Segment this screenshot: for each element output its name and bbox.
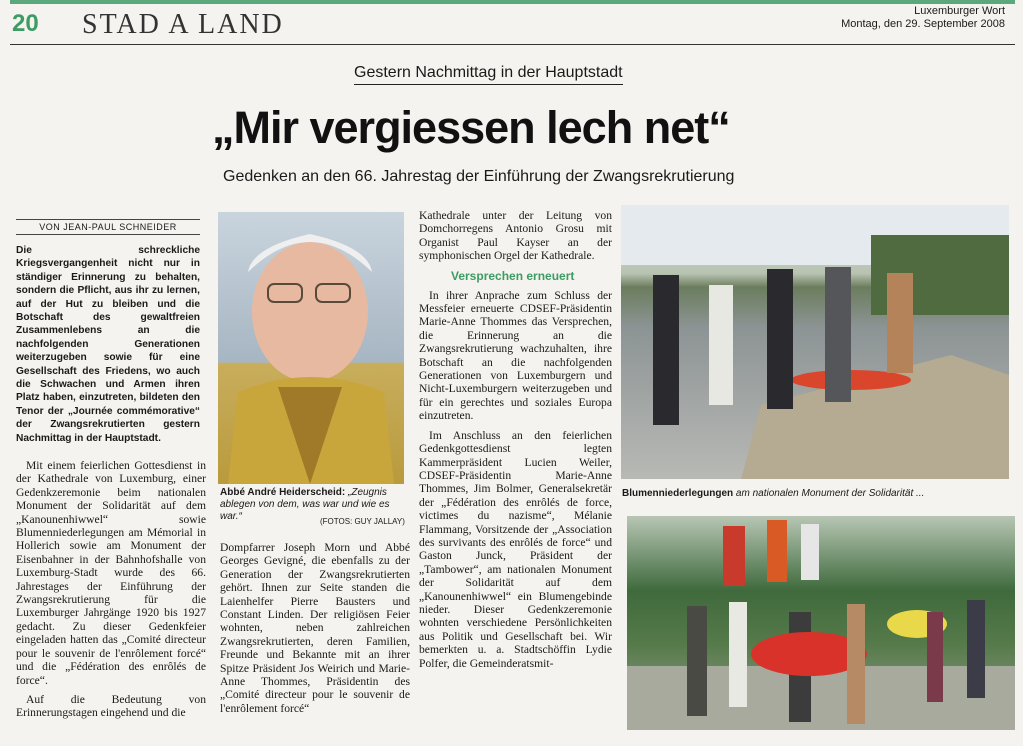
priest-illustration bbox=[218, 212, 404, 484]
lead-paragraph: Die schreckliche Kriegsvergangenheit nicht nur in ständiger Erinnerung zu behalten, sondern die Pflicht, aus ihr zu lernen, auf der Hut zu bleiben und die Botschaft des gewaltfreien Zusammenlebens an die nachfolgenden Generationen weiterzugeben sowie für eine Gesellschaft des Friedens, wo auch die Schwachen und Armen ihren Platz haben, einzutreten, bildeten den Tenor der „Journée commémorative“ der Zwangsrekrutierten gestern Nachmittag in der Hauptstadt. bbox=[16, 245, 200, 444]
article-headline: „Mir vergiessen lech net“ bbox=[212, 102, 730, 153]
col2-paragraph: Dompfarrer Joseph Morn und Abbé Georges Gevigné, die ebenfalls zu der Generation der Zwangsrekrutierten gehört. Ihnen zur Seite standen die Laienhelfer Pierre Bausters und Constant Linden. Der religiösen Feier wohnten, neben zahlreichen Zwangsrekrutierten, deren Familien, Freunde und Bekannte mit an ihrer Spitze Präsident Jos Weirich und Marie-Anne Thommes, Präsidentin des „Comité directeur pour le souvenir de l'enrôlement forcé“ bbox=[220, 541, 410, 715]
column-1 bbox=[16, 459, 206, 726]
caption-2-bold: Blumenniederlegungen bbox=[622, 488, 734, 499]
col3-paragraph-2: Im Anschluss an den feierlichen Gedenkgottesdienst legten Kammerpräsident Lucien Weiler, CDSEF-Präsidentin Marie-Anne Thommes, Jim Bolmer, Generalsekretär der „Fédération des enrôlés de force, victimes du nazisme“, Mélanie Flammang, Vorsitzende der „Association des survivants des enrôlés de force“ und Gaston Junck, Präsident der „Tambower“, am nationalen Monument der Solidarität auf dem „Kanounenhiwwel“ ein Blumengebinde nieder. Dieser Gedenkzeremonie wohnten verschiedene Persönlichkeiten aus Politik und Gesellschaft bei. Wir bemerkten u. a. Stadtschöffin Lydie Polfer, die Gemeinderatsmit- bbox=[419, 428, 612, 670]
col3-paragraph-1: In ihrer Anprache zum Schluss der Messfeier erneuerte CDSEF-Präsidentin Marie-Anne Thommes das Versprechen, die Erinnerung an die Zwangsrekrutierung wachzuhalten, ihre Botschaft an die nachfolgenden Generationen von Luxemburgern und Nicht-Luxemburgern weiterzugeben und für ein gerechtes und soziales Europa einzutreten. bbox=[419, 288, 612, 423]
photo-credit: (FOTOS: GUY JALLAY) bbox=[320, 517, 405, 526]
col3-intro: Kathedrale unter der Leitung von Domchorregens Antonio Grosu mit Organist Paul Kayser an der symphonischen Orgel der Kathedrale. bbox=[419, 209, 612, 263]
top-accent-bar bbox=[10, 0, 1015, 4]
column-2 bbox=[220, 541, 410, 721]
col1-paragraph-2: Auf die Bedeutung von Erinnerungstagen eingehend und die bbox=[16, 692, 206, 720]
byline: VON JEAN-PAUL SCHNEIDER bbox=[16, 219, 200, 235]
section-title: STAD A LAND bbox=[82, 9, 284, 40]
caption-2-text: am nationalen Monument der Solidarität ... bbox=[735, 488, 925, 499]
article-subheadline: Gedenken an den 66. Jahrestag der Einführung der Zwangsrekrutierung bbox=[223, 168, 735, 185]
column-3 bbox=[419, 209, 612, 676]
header-rule bbox=[10, 44, 1015, 45]
publication-info bbox=[841, 5, 1005, 31]
col3-subtitle: Versprechen erneuert bbox=[451, 268, 575, 283]
ceremony-illustration bbox=[621, 205, 1009, 479]
caption-1-name: Abbé André Heiderscheid: bbox=[220, 487, 346, 498]
photo-flower-laying bbox=[627, 516, 1015, 730]
caption-1-quote: „Zeugnis ablegen von dem, was war und wie es war.“ bbox=[220, 487, 390, 522]
article-kicker: Gestern Nachmittag in der Hauptstadt bbox=[354, 64, 623, 85]
photo-caption-2 bbox=[622, 488, 1012, 499]
col1-paragraph-1: Mit einem feierlichen Gottesdienst in der Kathedrale von Luxemburg, einer Gedenkzeremonie beim nationalen Monument der Solidarität auf dem „Kanounenhiwwel“ sowie Blumenniederlegungen am Mémorial in Hollerich sowie am Monument der Eisenbahner in der Bahnhofshalle von Luxemburg-Stadt wurde des 66. Jahrestages der Einführung der Zwangsrekrutierung für die Luxemburger Jahrgänge 1920 bis 1927 gedacht. Zu dieser Gedenkfeier eingeladen hatten das „Comité directeur pour le souvenir de l'enrôlement forcé“ und die „Fédération des enrôlés de force“. bbox=[16, 459, 206, 687]
photo-priest bbox=[218, 212, 404, 484]
photo-monument-ceremony bbox=[621, 205, 1009, 479]
publication-name: Luxemburger Wort bbox=[914, 5, 1005, 17]
publication-date: Montag, den 29. September 2008 bbox=[841, 18, 1005, 30]
flower-laying-illustration bbox=[627, 516, 1015, 730]
page-number: 20 bbox=[12, 10, 39, 37]
